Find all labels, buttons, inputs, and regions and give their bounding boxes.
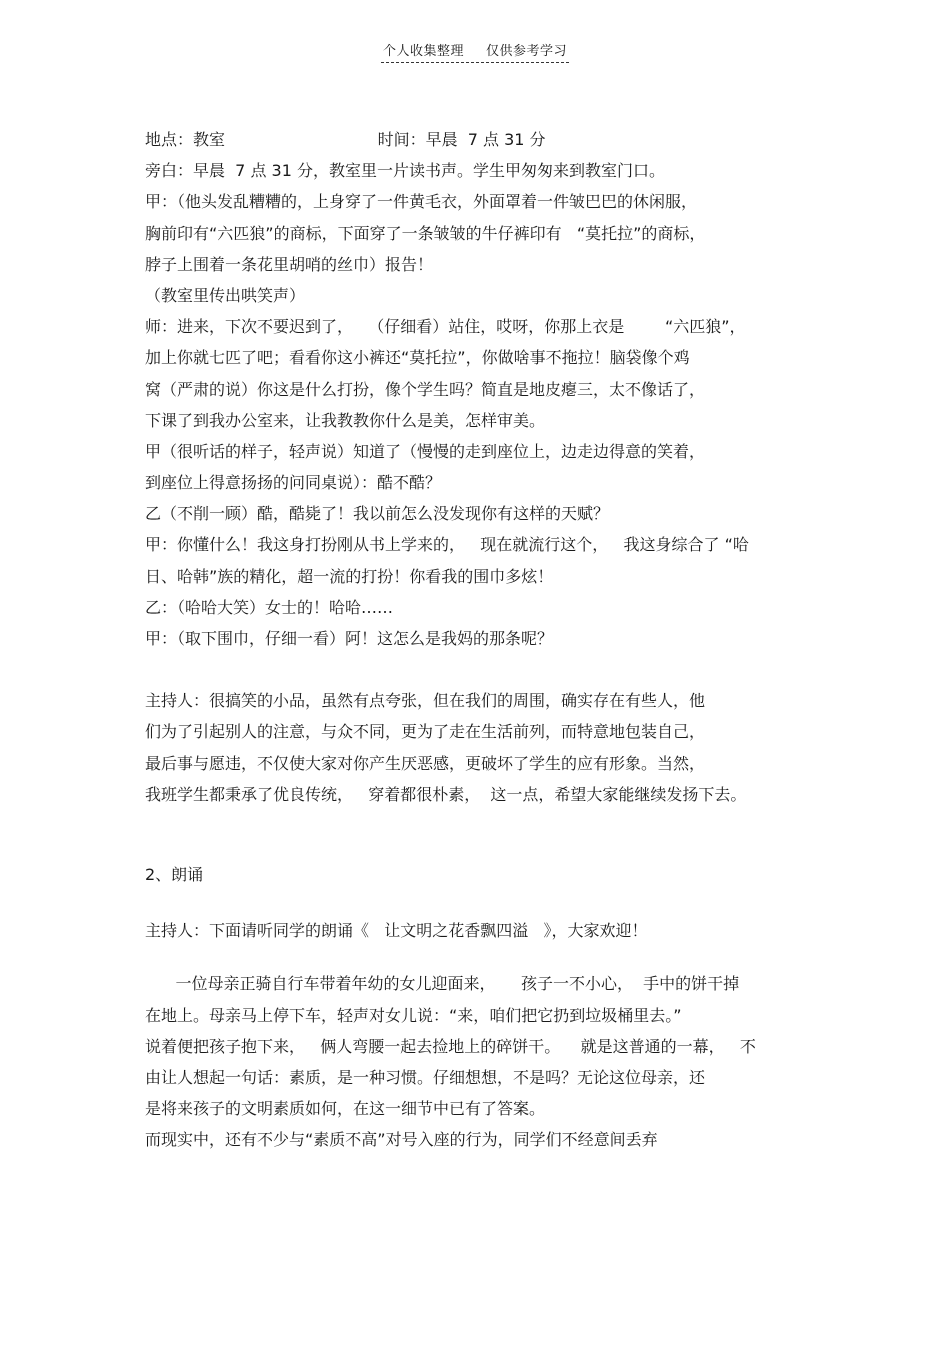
paragraph-line: 我班学生都秉承了优良传统， 穿着都很朴素， 这一点，希望大家能继续发扬下去。 [145,784,747,804]
scene-setting-line: 地点：教室 时间：早晨 7 点 31 分 [145,130,546,149]
paragraph-line: 一位母亲正骑自行车带着年幼的女儿迎面来， 孩子一不小心， 手中的饼干掉 [145,974,740,994]
header-watermark [381,40,569,63]
script-line: 到座位上得意扬扬的问同桌说）：酷不酷？ [145,473,442,493]
header-right-text: 仅供参考学习 [486,44,568,59]
recitation-text [145,968,815,1155]
page-header [0,40,950,63]
script-line: 乙（不削一顾）酷，酷毙了！我以前怎么没发现你有这样的天赋？ [145,504,610,524]
host-commentary [145,685,815,810]
header-left-text: 个人收集整理 [382,44,464,59]
script-line: 日、哈韩”族的精化，超一流的打扮！你看我的围巾多炫！ [145,566,554,586]
script-line: 脖子上围着一条花里胡哨的丝巾）报告！ [145,254,434,274]
script-line: 甲：（取下围巾，仔细一看）阿！这怎么是我妈的那条呢？ [145,629,554,648]
script-line: （教室里传出哄笑声） [145,285,306,305]
script-line: 下课了到我办公室来，让我教教你什么是美，怎样审美。 [145,410,546,430]
paragraph-line: 最后事与愿违，不仅使大家对你产生厌恶感，更破坏了学生的应有形象。当然， [145,753,706,773]
paragraph-line: 在地上。母亲马上停下车，轻声对女儿说：“来，咱们把它扔到垃圾桶里去。” [145,1005,682,1025]
script-line: 加上你就七匹了吧；看看你这小裤还“莫托拉”，你做啥事不拖拉！脑袋像个鸡 [145,348,690,368]
script-line: 乙：（哈哈大笑）女士的！哈哈…… [145,597,394,617]
paragraph-line: 主持人：很搞笑的小品，虽然有点夸张，但在我们的周围，确实存在有些人，他 [145,691,706,711]
skit-script [145,124,815,654]
script-line: 师：进来，下次不要迟到了， （仔细看）站住，哎呀，你那上衣是 “六匹狼”， [145,317,746,337]
paragraph-line: 们为了引起别人的注意，与众不同，更为了走在生活前列，而特意地包装自己， [145,722,706,742]
paragraph-line: 由让人想起一句话：素质，是一种习惯。仔细想想，不是吗？无论这位母亲，还 [145,1067,706,1087]
script-line: 胸前印有“六匹狼”的商标，下面穿了一条皱皱的牛仔裤印有 “莫托拉”的商标， [145,223,706,243]
paragraph-line: 是将来孩子的文明素质如何，在这一细节中已有了答案。 [145,1099,546,1119]
paragraph-line: 而现实中，还有不少与“素质不高”对号入座的行为，同学们不经意间丢弃 [145,1130,658,1150]
script-line: 窝（严肃的说）你这是什么打扮，像个学生吗？简直是地皮瘪三，太不像话了， [145,379,706,399]
host-intro: 主持人：下面请听同学的朗诵《 让文明之花香飘四溢 》，大家欢迎！ [145,921,648,941]
document-body [145,124,815,1155]
script-line: 旁白：早晨 7 点 31 分，教室里一片读书声。学生甲匆匆来到教室门口。 [145,161,665,181]
script-line: 甲（很听话的样子，轻声说）知道了（慢慢的走到座位上，边走边得意的笑着， [145,441,706,461]
script-line: 甲：你懂什么！我这身打扮刚从书上学来的， 现在就流行这个， 我这身综合了 “哈 [145,535,749,555]
script-line: 甲：（他头发乱糟糟的，上身穿了一件黄毛衣，外面罩着一件皱巴巴的休闲服， [145,192,698,212]
section-heading: 2、朗诵 [145,864,204,884]
paragraph-line: 说着便把孩子抱下来， 俩人弯腰一起去捡地上的碎饼干。 就是这普通的一幕， 不 [145,1036,756,1056]
